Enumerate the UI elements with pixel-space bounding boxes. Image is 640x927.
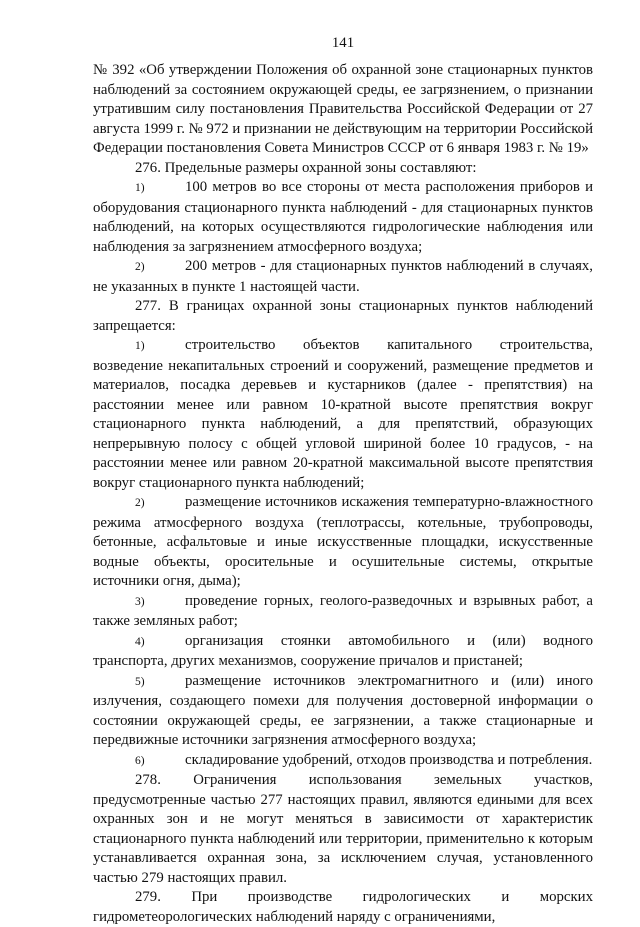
paragraph-277: [93, 297, 593, 336]
paragraph-279: [93, 888, 593, 927]
paragraph-act-title-continuation: [93, 61, 593, 159]
list-item-text: строительство объектов капитального строительства, возведение некапитальных строений и сооружений, размещение предметов и материалов, посадка деревьев и кустарников (далее - препятствия) на расстоянии менее или равном 10-кратной высоте препятствия вокруг стационарного пункта наблюдений, а для препятствий, образующих непрерывную полосу с общей угловой шириной более 10 градусов, - на расстоянии менее или равном 20-кратной максимальной высоте препятствия вокруг стационарного пункта наблюдений;: [93, 337, 593, 491]
list-item-text: размещение источников искажения температурно-влажностного режима атмосферного воздуха (теплотрассы, котельные, трубопроводы, бетонные, асфальтовые и иные искусственные площадки, искусственные водные объекты, оросительные и осушительные системы, открытые источники огня, дыма);: [93, 494, 593, 589]
paragraph-text: 276. Предельные размеры охранной зоны составляют:: [135, 159, 477, 176]
list-item-number: 2): [135, 261, 145, 273]
list-item-277-1: [93, 336, 593, 493]
list-item-277-4: [93, 632, 593, 672]
list-item-277-5: [93, 672, 593, 751]
list-item-276-2: [93, 257, 593, 297]
list-item-276-1: [93, 178, 593, 257]
list-item-text: организация стоянки автомобильного и (или) водного транспорта, других механизмов, сооружение причалов и пристаней;: [93, 632, 593, 669]
paragraph-text: № 392 «Об утверждении Положения об охранной зоне стационарных пунктов наблюдений за состоянием окружающей среды, ее загрязнением, о признании утратившим силу постановления Правительства Российской Федерации от 27 августа 1999 г. № 972 и признании не действующим на территории Российской Федерации постановления Совета Министров СССР от 6 января 1983 г. № 19»: [93, 62, 593, 156]
page-number: 141: [331, 35, 355, 51]
list-item-number: 6): [135, 754, 145, 767]
list-item-text: 100 метров во все стороны от места расположения приборов и оборудования стационарного пункта наблюдений - для стационарных пунктов наблюдений, на которых осуществляются гидрологические наблюдения или наблюдения за загрязнением атмосферного воздуха;: [93, 179, 593, 255]
list-item-text: размещение источников электромагнитного и (или) иного излучения, создающего помехи для получения достоверной информации о состоянии окружающей среды, ее загрязнении, а также стационарные и передвижные источники загрязнения атмосферного воздуха;: [93, 672, 593, 748]
list-item-number: 1): [135, 340, 145, 352]
list-item-277-6: [93, 751, 593, 772]
list-item-text: 200 метров - для стационарных пунктов наблюдений в случаях, не указанных в пункте 1 настоящей части.: [93, 258, 593, 295]
paragraph-text: 277. В границах охранной зоны стационарных пунктов наблюдений запрещается:: [93, 298, 593, 334]
paragraph-text: 279. При производстве гидрологических и морских гидрометеорологических наблюдений наряду с ограничениями,: [93, 889, 593, 925]
list-item-277-2: [93, 493, 593, 592]
paragraph-278: [93, 771, 593, 888]
list-item-number: 1): [135, 182, 145, 194]
list-item-number: 4): [135, 635, 145, 648]
list-item-text: складирование удобрений, отходов производства и потребления.: [185, 751, 593, 768]
paragraph-text: 278. Ограничения использования земельных участков, предусмотренные частью 277 настоящих правил, являются едиными для всех охранных зон и не могут меняться в зависимости от характеристик стационарного пункта наблюдений или территории, применительно к которым устанавливается охранная зона, за исключением случая, установленного частью 279 настоящих правил.: [93, 772, 593, 886]
list-item-number: 2): [135, 497, 145, 509]
list-item-text: проведение горных, геолого-разведочных и взрывных работ, а также земляных работ;: [93, 592, 593, 629]
list-item-277-3: [93, 592, 593, 632]
paragraph-276: [93, 159, 593, 179]
list-item-number: 3): [135, 595, 145, 608]
list-item-number: 5): [135, 675, 145, 688]
